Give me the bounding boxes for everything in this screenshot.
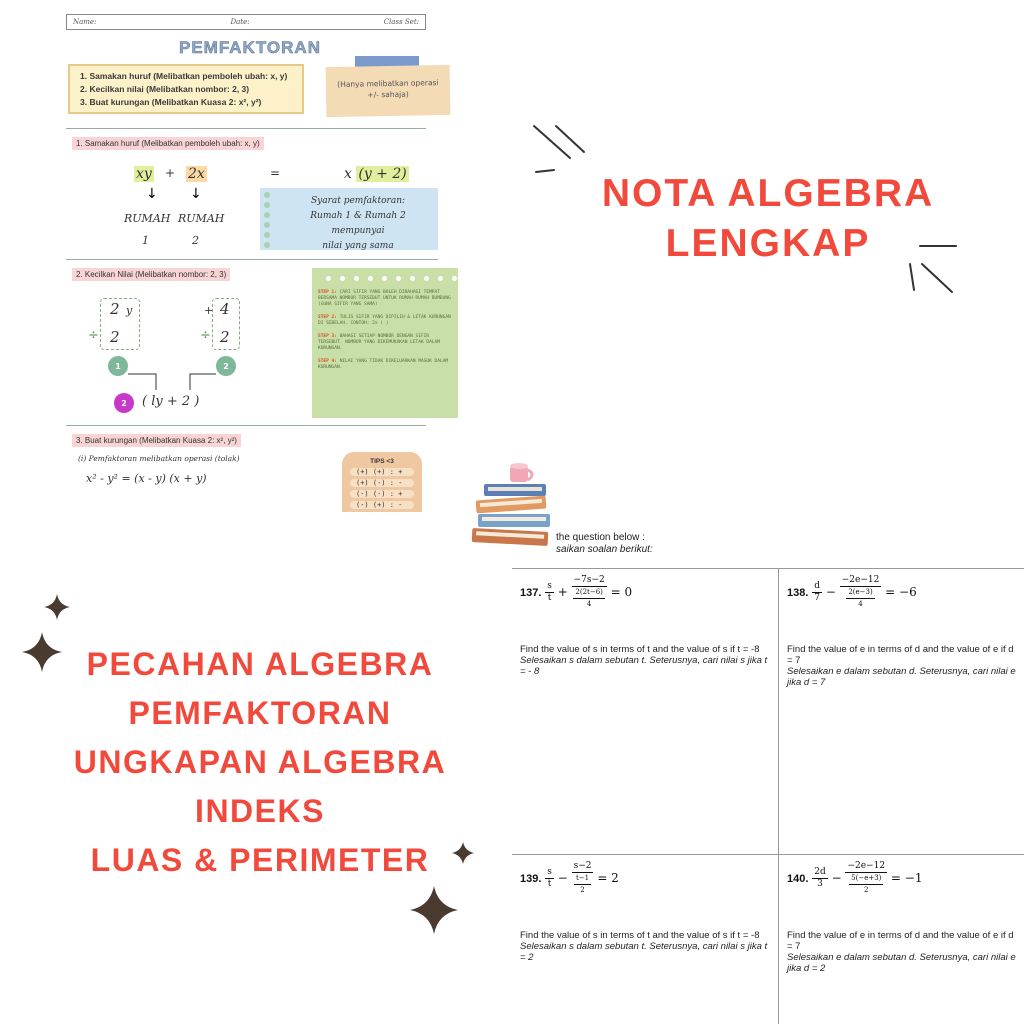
divide-sign: ÷ [200, 328, 211, 343]
term-xy: xy [136, 166, 152, 182]
divider [66, 128, 426, 129]
section3-label: 3. Buat kurungan (Melibatkan Kuasa 2: x², y²) [72, 434, 241, 447]
rule-2: 2. Kecilkan nilai (Melibatkan nombor: 2, 3) [80, 84, 250, 94]
step-circle-1: 1 [108, 356, 128, 376]
arrow-down-icon: ↓ [146, 186, 158, 202]
sparkle-icon [42, 592, 72, 622]
right-top-number: 4 [220, 300, 230, 318]
steps-card [312, 268, 458, 418]
equals-sign: = [270, 166, 281, 180]
question-text-en: Find the value of s in terms of t and the value of s if t = -8 [520, 644, 760, 655]
worksheet-title: PEMFAKTORAN [179, 38, 321, 57]
left-variable: y [126, 304, 133, 317]
rumah-2-label: RUMAH [178, 212, 225, 225]
question-text-en: Find the value of s in terms of t and the value of s if t = -8 [520, 930, 760, 941]
rumah-1-label: RUMAH [124, 212, 171, 225]
topic-list [40, 640, 480, 885]
question-text [787, 930, 1016, 974]
syarat-box [260, 188, 438, 250]
question-text-ms: Selesaikan e dalam sebutan d. Seterusnya, cari nilai e jika d = 7 [787, 666, 1016, 688]
result-expression: x (y + 2) [344, 166, 407, 182]
question-cell [512, 855, 779, 1024]
plus-sign: + [204, 304, 214, 317]
connector-arrows [120, 364, 240, 394]
syarat-title: Syarat pemfaktoran: [310, 196, 406, 206]
divide-sign: ÷ [88, 328, 99, 343]
plus-sign: + [165, 166, 176, 180]
question-equation: 138. $\frac{d}{7}$ − $\frac{-2e-12}{\frac{2(e-3)}{4}}$ = −6 [787, 575, 917, 608]
syarat-line2: nilai yang sama [322, 241, 394, 251]
tip-row: (-) (+) : - [350, 501, 414, 509]
promo-title-line1: NOTA ALGEBRA [601, 172, 935, 215]
tips-card [342, 452, 422, 512]
step-circle-2: 2 [216, 356, 236, 376]
step-circle-3: 2 [114, 393, 134, 413]
arrow-down-icon: ↓ [190, 186, 202, 202]
instruction-ms: saikan soalan berikut: [556, 544, 653, 555]
left-division-box [100, 298, 140, 350]
card-binder-dots [326, 276, 471, 281]
worksheet-panel [0, 0, 512, 512]
rumah-1-number: 1 [142, 234, 149, 247]
divider [66, 425, 426, 426]
section2-label: 2. Kecilkan Nilai (Melibatkan nombor: 2, 3) [72, 268, 230, 281]
name-field-label: Name: [73, 18, 97, 26]
class-field-label: Class Set: [383, 18, 419, 26]
question-text-ms: Selesaikan s dalam sebutan t. Seterusnya, cari nilai s jika t = - 8 [520, 655, 768, 677]
question-text [520, 644, 770, 677]
topic-item: PECAHAN ALGEBRA [86, 646, 434, 682]
rule-3: 3. Buat kurungan (Melibatkan Kuasa 2: x², y²) [80, 97, 262, 107]
tips-title: TIPS <3 [370, 458, 394, 465]
date-field-label: Date: [230, 18, 250, 26]
divider [66, 259, 438, 260]
tip-row: (+) (-) : - [350, 479, 414, 487]
term-2x: 2x [188, 166, 205, 182]
step-3: STEP 3: BAHAGI SETIAP NOMBOR DENGAN SIFIR TERSEBUT. NOMBOR YANG DIKEMUKAKAN LETAK DALAM KURUNGAN. [318, 334, 440, 351]
section1-label: 1. Samakan huruf (Melibatkan pemboleh ubah: x, y) [72, 137, 264, 150]
sparkle-lines-icon [526, 118, 596, 178]
topic-item: INDEKS [195, 793, 325, 829]
question-text-en: Find the value of e in terms of d and the value of e if d = 7 [787, 930, 1014, 952]
tip-row: (-) (-) : + [350, 490, 414, 498]
instruction-en: the question below : [556, 532, 645, 543]
instructions [556, 532, 653, 556]
question-equation: 139. $\frac{s}{t}$ − $\frac{s-2}{\frac{t-1}{2}}$ = 2 [520, 861, 619, 894]
rules-box [68, 64, 304, 114]
section3-note: (i) Pemfaktoran melibatkan operasi (tolak) [78, 454, 240, 463]
question-equation: 137. $\frac{s}{t}$ + $\frac{-7s-2}{\frac{2(2t-6)}{4}}$ = 0 [520, 575, 633, 608]
question-cell [779, 569, 1024, 855]
tip-row: (+) (+) : + [350, 468, 414, 476]
promo-subtitle: tips & trick [620, 300, 944, 360]
question-text-en: Find the value of e in terms of d and the value of e if d = 7 [787, 644, 1014, 666]
left-bottom-number: 2 [110, 328, 120, 346]
right-bottom-number: 2 [220, 328, 230, 346]
question-equation: 140. $\frac{2d}{3}$ − $\frac{-2e-12}{\frac{5(-e+3)}{2}}$ = −1 [787, 861, 923, 894]
topics-panel [0, 512, 512, 1024]
question-cell [779, 855, 1024, 1024]
section3-equation: x² - y² = (x - y) (x + y) [86, 472, 207, 485]
operation-note: (Hanya melibatkan operasi +/- sahaja) [326, 65, 451, 117]
promo-title-line2: LENGKAP [665, 222, 871, 265]
books-stack-icon [466, 458, 562, 562]
questions-panel [512, 512, 1024, 1024]
topic-item: PEMFAKTORAN [128, 695, 392, 731]
rumah-2-number: 2 [192, 234, 199, 247]
binder-dots [264, 192, 272, 248]
question-text-ms: Selesaikan s dalam sebutan t. Seterusnya, cari nilai s jika t = 2 [520, 941, 768, 963]
worksheet-header [66, 14, 426, 30]
topic-item: UNGKAPAN ALGEBRA [73, 744, 447, 780]
promo-title-panel [512, 0, 1024, 512]
topic-item: LUAS & PERIMETER [90, 842, 430, 878]
question-text-ms: Selesaikan e dalam sebutan d. Seterusnya, cari nilai e jika d = 2 [787, 952, 1016, 974]
sparkle-icon [408, 884, 460, 936]
left-top-number: 2 [110, 300, 120, 318]
section2-result: ( ly + 2 ) [142, 394, 200, 409]
step-1: STEP 1: CARI SIFIR YANG BOLEH DIBAHAGI TEMPAT BERSAMA NOMBOR TERSEBUT UNTUK RUMAH-RUMAH BUMBUNG (GUNA SIFIR YANG SAMA) [318, 290, 451, 307]
question-text [787, 644, 1016, 688]
step-4: STEP 4: NILAI YANG TIDAK DIKELUARKAN MASUK DALAM KURUNGAN. [318, 359, 449, 370]
question-text [520, 930, 770, 963]
question-cell [512, 569, 779, 855]
step-2: STEP 2: TULIS SIFIR YANG DIPILIH & LETAK KURUNGAN DI SEBELAH. CONTOH: 2x ( ) [318, 315, 451, 326]
question-table [512, 568, 1024, 1024]
syarat-line1: Rumah 1 & Rumah 2 mempunyai [310, 211, 406, 236]
rule-1: 1. Samakan huruf (Melibatkan pemboleh ubah: x, y) [80, 71, 288, 81]
